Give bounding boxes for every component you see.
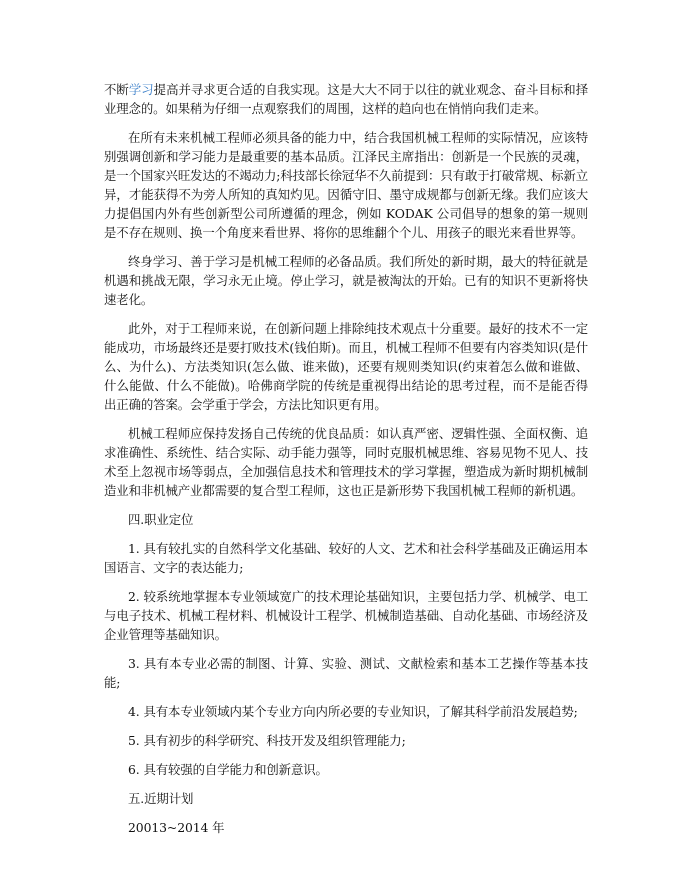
list-item: 4. 具有本专业领域内某个专业方向内所必要的专业知识，了解其科学前沿发展趋势;: [128, 704, 578, 719]
paragraph-0-start: 不断: [104, 82, 129, 97]
paragraph-0: [104, 80, 588, 118]
paragraph-technology-market: 此外，对于工程师来说，在创新问题上排除纯技术观点十分重要。最好的技术不一定能成功，市场最终还是要打败技术(钱伯斯)。而且，机械工程师不但要有内容类知识(是什么、为什么)、方法类知识(怎么做、谁来做)，还要有规则类知识(约束着怎么做和谁做、什么能做、什么不能做)。哈佛商学院的传统是重视得出结论的思考过程，而不是能否得出正确的答案。会学重于学会，方法比知识更有用。: [104, 321, 588, 412]
paragraph-0-rest: 提高并寻求更合适的自我实现。这是大大不同于以往的就业观念、奋斗目标和择业理念的。如果稍为仔细一点观察我们的周围，这样的趋向也在悄悄向我们走来。: [104, 82, 588, 116]
plan-date: 20013~2014 年: [128, 820, 225, 835]
paragraph-qualities: 机械工程师应保持发扬自己传统的优良品质：如认真严密、逻辑性强、全面权衡、追求准确性、系统性、结合实际、动手能力强等，同时克服机械思维、容易见物不见人、技术至上忽视市场等弱点，全加强信息技术和管理技术的学习掌握，塑造成为新时期机械制造业和非机械产业都需要的复合型工程师，这也正是新形势下我国机械工程师的新机遇。: [104, 426, 588, 498]
section-5-heading: 五.近期计划: [128, 791, 194, 806]
paragraph-innovation: 在所有未来机械工程师必须具备的能力中，结合我国机械工程师的实际情况，应该特别强调创新和学习能力是最重要的基本品质。江泽民主席指出：创新是一个民族的灵魂，是一个国家兴旺发达的不竭动力;科技部长徐冠华不久前提到：只有敢于打破常规、标新立异，才能获得不为旁人所知的真知灼见。因循守旧、墨守成规都与创新无缘。我们应该大力提倡国内外有些创新型公司所遵循的理念，例如 KODAK 公司倡导的想象的第一规则是不存在规则、换一个角度来看世界、将你的思维翻个个儿、用孩子的眼光来看世界等。: [104, 130, 588, 240]
study-link[interactable]: 学习: [128, 82, 154, 97]
list-item: 5. 具有初步的科学研究、科技开发及组织管理能力;: [128, 733, 406, 748]
list-item: 3. 具有本专业必需的制图、计算、实验、测试、文献检索和基本工艺操作等基本技能;: [104, 656, 588, 690]
list-item: 6. 具有较强的自学能力和创新意识。: [128, 762, 328, 777]
document-body: [104, 80, 588, 847]
section-4-heading: 四.职业定位: [128, 512, 194, 527]
list-item: 1. 具有较扎实的自然科学文化基础、较好的人文、艺术和社会科学基础及正确运用本国语言、文字的表达能力;: [104, 541, 588, 575]
paragraph-lifelong-learning: 终身学习、善于学习是机械工程师的必备品质。我们所处的新时期，最大的特征就是机遇和挑战无限，学习永无止境。停止学习，就是被淘汰的开始。已有的知识不更新将快速老化。: [104, 254, 588, 307]
list-item: 2. 较系统地掌握本专业领域宽广的技术理论基础知识，主要包括力学、机械学、电工与电子技术、机械工程材料、机械设计工程学、机械制造基础、自动化基础、市场经济及企业管理等基础知识。: [104, 589, 588, 642]
